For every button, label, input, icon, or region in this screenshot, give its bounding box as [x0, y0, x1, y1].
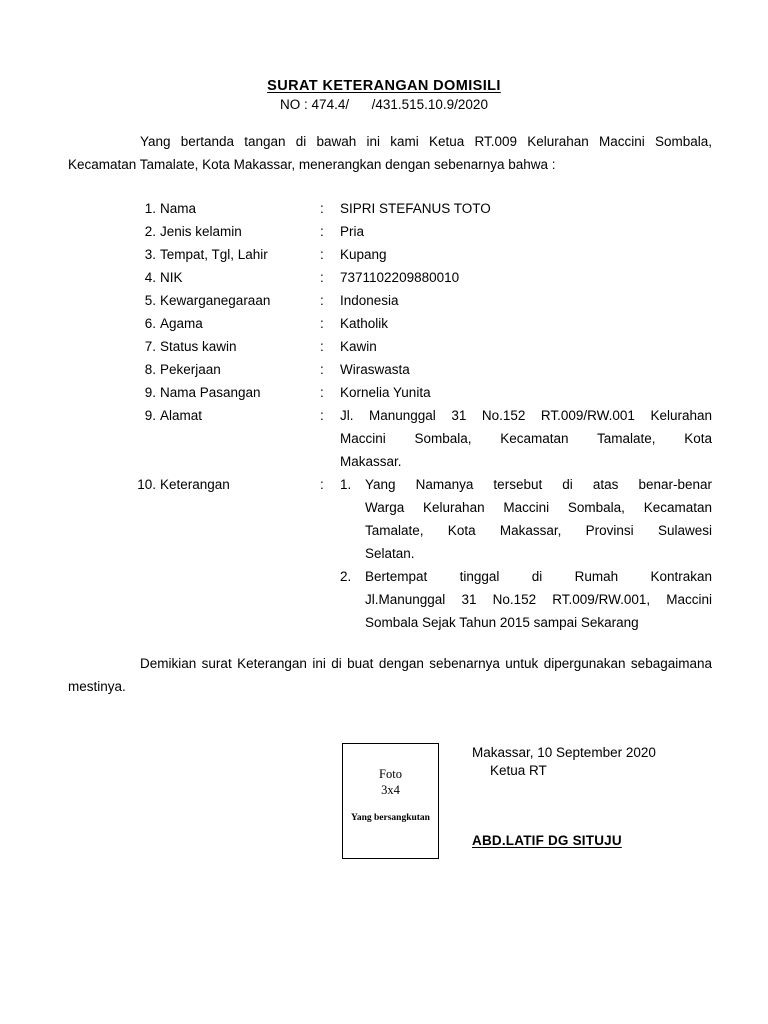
field-number: 10. [137, 477, 156, 492]
opening-paragraph-text: Yang bertanda tangan di bawah ini kami Ketua RT.009 Kelurahan Maccini Sombala, Kecamatan Tamalate, Kota Makassar, menerangkan dengan sebenarnya bahwa : [68, 134, 712, 172]
field-label: Tempat, Tgl, Lahir [160, 247, 268, 262]
field-row-jenis-kelamin [130, 220, 712, 243]
field-colon: : [320, 385, 324, 400]
field-label: Kewarganegaraan [160, 293, 271, 308]
photo-label-owner: Yang bersangkutan [351, 813, 430, 823]
field-row-keterangan [130, 473, 712, 634]
field-colon: : [320, 270, 324, 285]
field-number: 9. [144, 385, 156, 400]
field-value-nama-pasangan: Kornelia Yunita [340, 385, 431, 400]
signature-role: Ketua RT [490, 763, 547, 778]
field-number: 1. [144, 201, 156, 216]
sub-item-line: Jl.Manunggal 31 No.152 RT.009/RW.001, Maccini [365, 592, 712, 607]
sub-item-number: 1. [340, 477, 352, 492]
field-colon: : [320, 316, 324, 331]
alamat-line: Makassar. [340, 454, 402, 469]
field-colon: : [320, 247, 324, 262]
photo-placeholder-box [342, 743, 439, 859]
sub-item-line: Tamalate, Kota Makassar, Provinsi Sulawesi [365, 523, 712, 538]
field-row-nik [130, 266, 712, 289]
field-colon: : [320, 477, 324, 492]
field-value-agama: Katholik [340, 316, 389, 331]
field-colon: : [320, 408, 324, 423]
signature-place-date: Makassar, 10 September 2020 [472, 745, 656, 760]
field-row-agama [130, 312, 712, 335]
sub-item-number: 2. [340, 569, 352, 584]
field-value-status-kawin: Kawin [340, 339, 377, 354]
keterangan-sublist [340, 473, 712, 634]
field-label: Status kawin [160, 339, 237, 354]
sub-item-line: Yang Namanya tersebut di atas benar-benar [365, 477, 712, 492]
alamat-line: Jl. Manunggal 31 No.152 RT.009/RW.001 Kelurahan [340, 408, 712, 423]
field-value-pekerjaan: Wiraswasta [340, 362, 410, 377]
field-label: Jenis kelamin [160, 224, 242, 239]
field-row-tempat-tgl-lahir [130, 243, 712, 266]
field-number: 2. [144, 224, 156, 239]
field-number: 9. [144, 408, 156, 423]
field-label: Agama [160, 316, 203, 331]
field-value-tempat-tgl-lahir: Kupang [340, 247, 387, 262]
signature-block [472, 744, 656, 780]
photo-label-size: 3x4 [381, 783, 400, 797]
field-value-nik: 7371102209880010 [340, 270, 460, 285]
field-colon: : [320, 362, 324, 377]
sub-item-line: Sombala Sejak Tahun 2015 sampai Sekarang [365, 615, 639, 630]
field-value-alamat [340, 404, 712, 473]
sub-item-line: Selatan. [365, 546, 415, 561]
field-number: 4. [144, 270, 156, 285]
field-colon: : [320, 339, 324, 354]
keterangan-item-2 [340, 565, 712, 634]
field-row-alamat [130, 404, 712, 473]
field-value-kewarganegaraan: Indonesia [340, 293, 399, 308]
field-value-nama: SIPRI STEFANUS TOTO [340, 201, 491, 216]
signature-name: ABD.LATIF DG SITUJU [472, 833, 622, 848]
field-number: 8. [144, 362, 156, 377]
field-label: Nama Pasangan [160, 385, 261, 400]
field-value-keterangan [340, 473, 712, 634]
alamat-line: Maccini Sombala, Kecamatan Tamalate, Kota [340, 431, 712, 446]
identity-field-list [130, 197, 712, 634]
field-row-nama-pasangan [130, 381, 712, 404]
closing-paragraph [68, 652, 712, 698]
keterangan-item-1 [340, 473, 712, 565]
field-value-jenis-kelamin: Pria [340, 224, 365, 239]
title-block [0, 78, 768, 113]
field-colon: : [320, 293, 324, 308]
field-row-pekerjaan [130, 358, 712, 381]
photo-label-foto: Foto [379, 767, 402, 781]
field-label: Pekerjaan [160, 362, 221, 377]
sub-item-text [365, 565, 712, 634]
field-label: Keterangan [160, 477, 230, 492]
field-row-status-kawin [130, 335, 712, 358]
field-colon: : [320, 224, 324, 239]
field-row-nama [130, 197, 712, 220]
field-number: 3. [144, 247, 156, 262]
field-number: 7. [144, 339, 156, 354]
sub-item-text [365, 473, 712, 565]
field-label: Alamat [160, 408, 203, 423]
sub-item-line: Warga Kelurahan Maccini Sombala, Kecamatan [365, 500, 712, 515]
field-number: 6. [144, 316, 156, 331]
field-label: Nama [160, 201, 197, 216]
field-colon: : [320, 201, 324, 216]
closing-paragraph-text: Demikian surat Keterangan ini di buat dengan sebenarnya untuk dipergunakan sebagaimana mestinya. [68, 656, 712, 694]
field-label: NIK [160, 270, 183, 285]
field-row-kewarganegaraan [130, 289, 712, 312]
field-number: 5. [144, 293, 156, 308]
sub-item-line: Bertempat tinggal di Rumah Kontrakan [365, 569, 712, 584]
opening-paragraph [68, 130, 712, 176]
document-title: SURAT KETERANGAN DOMISILI [267, 78, 501, 94]
document-number: NO : 474.4/ /431.515.10.9/2020 [280, 97, 488, 112]
